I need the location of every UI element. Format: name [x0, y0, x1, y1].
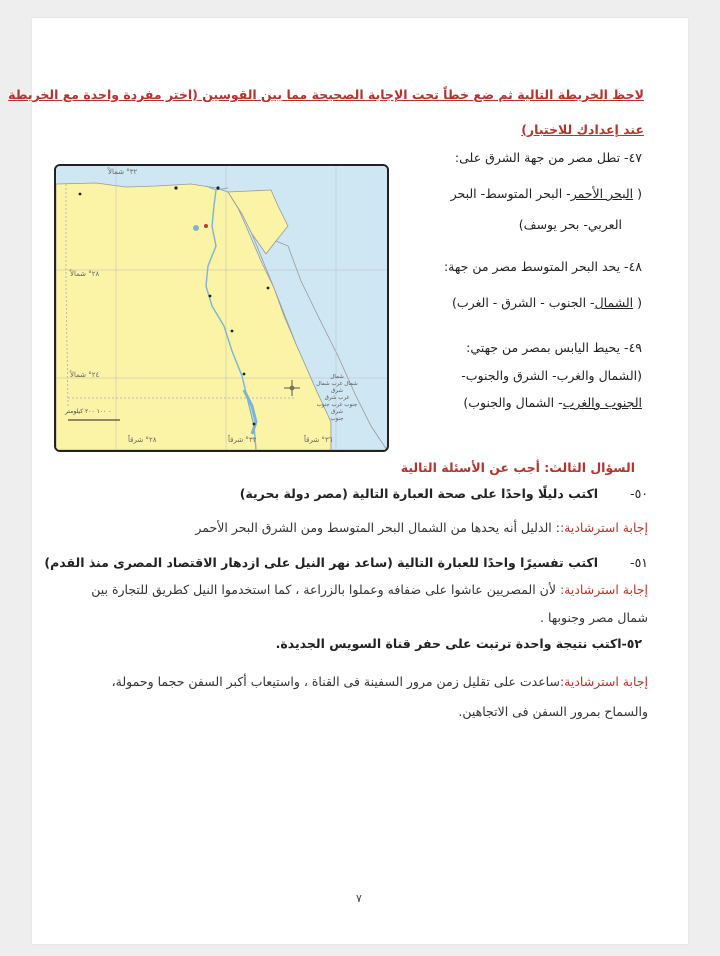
q51-answer-text: لأن المصريين عاشوا على ضفافه وعملوا بالزراعة ، كما استخدموا النيل كطريق للتجارة بين [91, 582, 560, 597]
q49-other-options: - الشمال والجنوب) [463, 395, 563, 410]
q51-answer-label: إجابة استرشادية: [559, 582, 648, 597]
q49-options-line1: (الشمال والغرب- الشرق والجنوب- [461, 368, 642, 383]
q50-answer-text: : الدليل أنه يحدها من الشمال البحر المتوسط ومن الشرق البحر الأحمر [195, 520, 560, 535]
q50-answer [195, 520, 648, 535]
lon-28-label: ٢٨° شرقاً [128, 436, 157, 444]
instruction-line-1: لاحظ الخريطة التالية ثم ضع خطاً تحت الإجابة الصحيحة مما بين القوسين (اختر مفردة واحدة مع الخريطة [8, 87, 644, 102]
q50-answer-label: إجابة استرشادية: [559, 520, 648, 535]
q51-answer-line2: شمال مصر وجنوبها . [540, 610, 648, 625]
q52-answer-line2: والسماح بمرور السفن فى الاتجاهين. [458, 704, 648, 719]
q47-options-line1 [451, 186, 642, 201]
egypt-map [54, 164, 389, 452]
q48-correct-option: الشمال [594, 295, 634, 310]
document-page [8, 18, 688, 944]
q49-options-line2 [463, 395, 642, 410]
lat-28-label: ٢٨° شمالاً [70, 270, 100, 278]
q51-answer-line1 [91, 582, 648, 597]
lon-36-label: ٣٦° شرقاً [304, 436, 333, 444]
q47-other-options: - البحر المتوسط- البحر [450, 186, 571, 201]
compass-legend-text: شمال شمال غرب شمال شرق غرب شرق جنوب غرب جنوب شرق جنوب [316, 374, 358, 422]
q50-number: ٥٠- [630, 486, 648, 501]
q52-answer-label: إجابة استرشادية: [559, 674, 648, 689]
q48-text: ٤٨- يحد البحر المتوسط مصر من جهة: [443, 259, 642, 274]
q49-text: ٤٩- يحيط اليابس بمصر من جهتي: [466, 340, 642, 355]
page-number: ٧ [356, 892, 362, 905]
q47-open-paren: ( [633, 186, 642, 201]
q52-answer-text: ساعدت على تقليل زمن مرور السفينة فى القناة ، واستيعاب أكبر السفن حجما وحمولة، [111, 674, 560, 689]
q49-correct-option: الجنوب والغرب [562, 395, 642, 410]
q47-options-line2: العربي- بحر يوسف) [518, 217, 622, 232]
map-scale: ٠ ١٠٠ ٢٠٠ كيلومتر [65, 408, 112, 415]
q52-text: ٥٢-اكتب نتيجة واحدة ترتبت على حفر قناة السويس الجديدة. [275, 636, 642, 651]
q51-text: اكتب تفسيرًا واحدًا للعبارة التالية (ساعد نهر النيل على ازدهار الاقتصاد المصرى منذ القدم) [44, 555, 598, 570]
instruction-line-2: عند إعدادك للاختبار) [521, 122, 644, 137]
q48-other-options: - الجنوب - الشرق - الغرب) [451, 295, 595, 310]
lon-32-label: ٣٢° شرقاً [228, 436, 257, 444]
q47-correct-option: البحر الأحمر [570, 186, 634, 201]
q48-options [452, 295, 642, 310]
lat-32-label: ٣٢° شمالاً [108, 168, 138, 176]
q47-text: ٤٧- تطل مصر من جهة الشرق على: [454, 150, 642, 165]
lat-24-label: ٢٤° شمالاً [70, 371, 100, 379]
q48-open-paren: ( [633, 295, 642, 310]
section3-title: السؤال الثالث: أجب عن الأسئلة التالية [400, 460, 635, 475]
q50-text: اكتب دليلًا واحدًا على صحة العبارة التالية (مصر دولة بحرية) [239, 486, 598, 501]
q52-answer-line1 [112, 674, 648, 689]
q51-number: ٥١- [630, 555, 648, 570]
compass-legend [312, 374, 362, 422]
